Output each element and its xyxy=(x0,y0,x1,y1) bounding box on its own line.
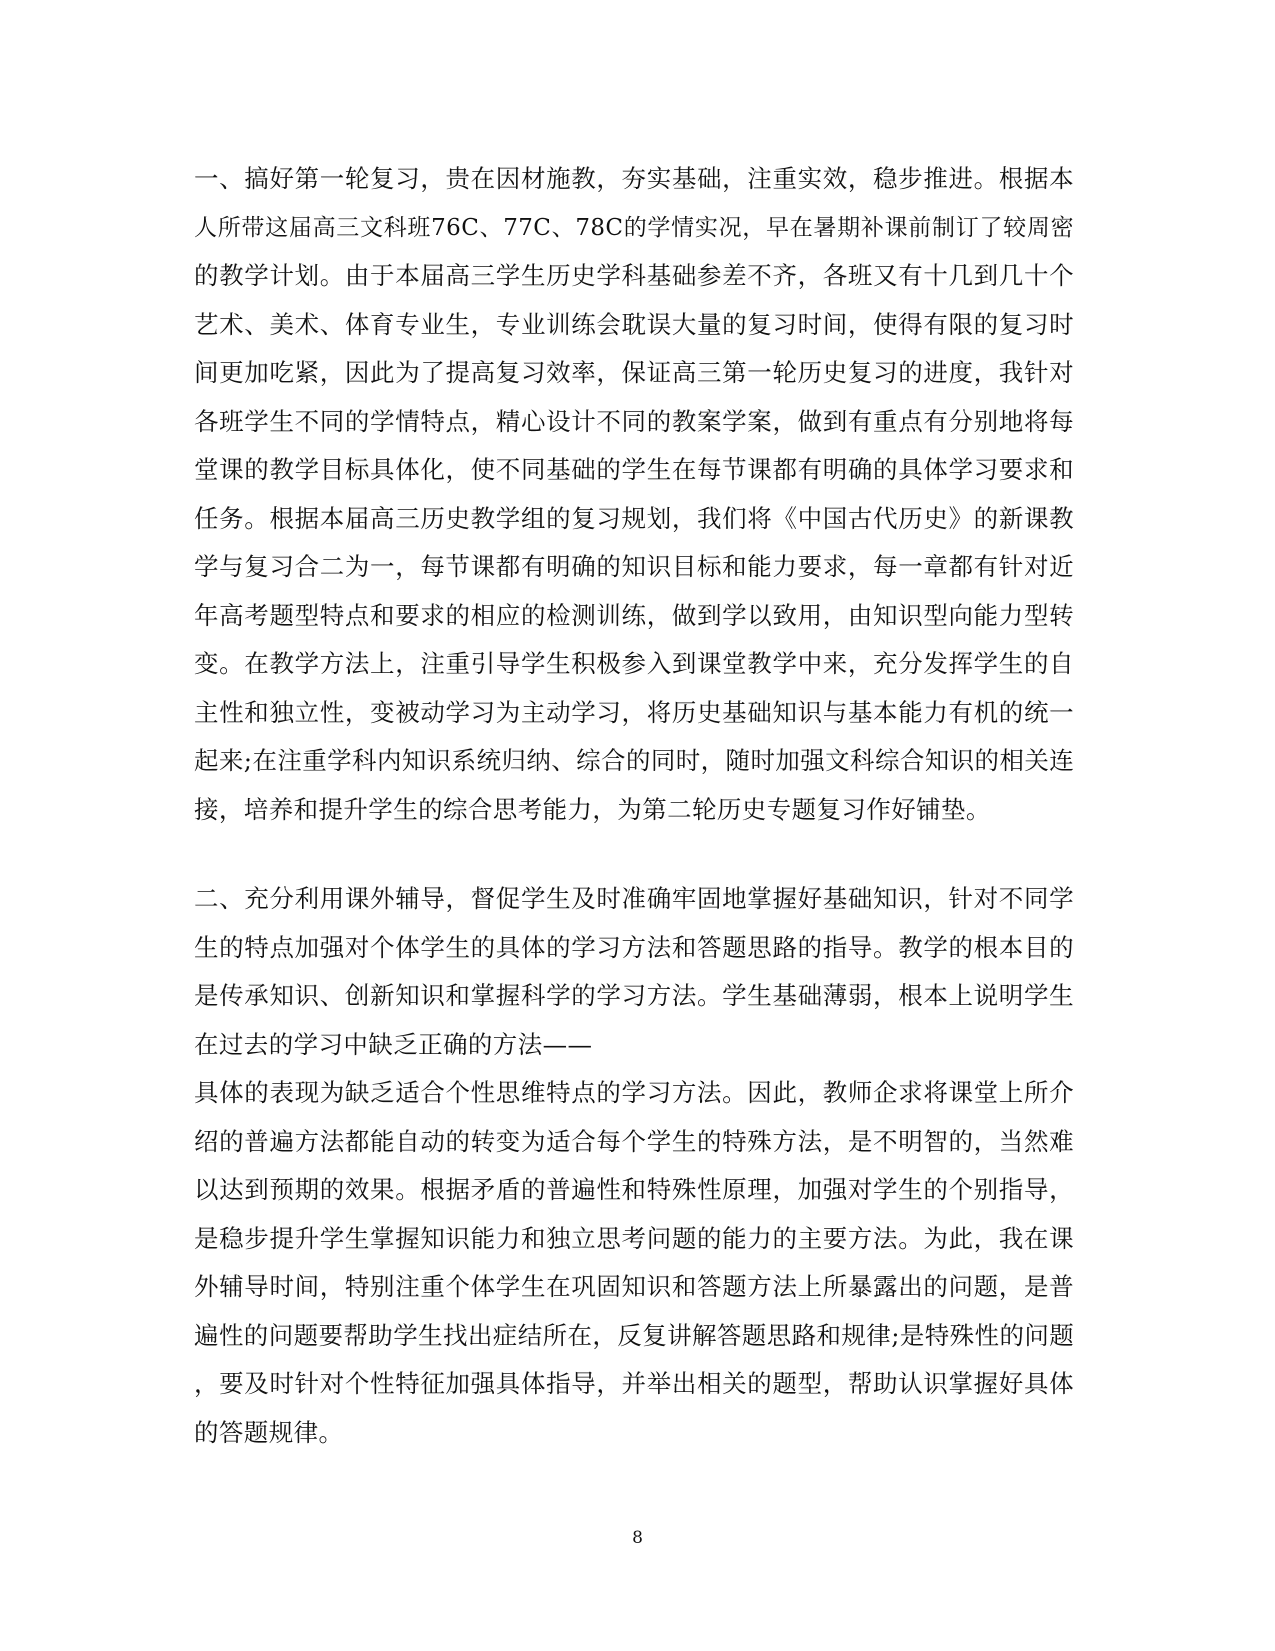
paragraph-1 xyxy=(194,155,1074,834)
paragraph-line: 在过去的学习中缺乏正确的方法—— xyxy=(194,1029,593,1059)
paragraph-line: ，要及时针对个性特征加强具体指导，并举出相关的题型，帮助认识掌握好具体 xyxy=(194,1369,1074,1398)
paragraph-line: 遍性的问题要帮助学生找出症结所在，反复讲解答题思路和规律;是特殊性的问题 xyxy=(194,1320,1075,1350)
paragraph-line: 是传承知识、创新知识和掌握科学的学习方法。学生基础薄弱，根本上说明学生 xyxy=(194,981,1074,1010)
paragraph-line: 是稳步提升学生掌握知识能力和独立思考问题的能力的主要方法。为此，我在课 xyxy=(194,1223,1074,1253)
paragraph-line: 二、充分利用课外辅导，督促学生及时准确牢固地掌握好基础知识，针对不同学 xyxy=(194,884,1074,913)
paragraph-line: 学与复习合二为一，每节课都有明确的知识目标和能力要求，每一章都有针对近 xyxy=(194,552,1074,581)
paragraph-line: 起来;在注重学科内知识系统归纳、综合的同时，随时加强文科综合知识的相关连 xyxy=(194,746,1075,775)
paragraph-line: 具体的表现为缺乏适合个性思维特点的学习方法。因此，教师企求将课堂上所介 xyxy=(194,1078,1074,1107)
paragraph-line: 堂课的教学目标具体化，使不同基础的学生在每节课都有明确的具体学习要求和 xyxy=(194,455,1074,484)
paragraph-line: 接，培养和提升学生的综合思考能力，为第二轮历史专题复习作好铺垫。 xyxy=(194,794,991,824)
paragraph-line: 任务。根据本届高三历史教学组的复习规划，我们将《中国古代历史》的新课教 xyxy=(194,503,1074,533)
paragraph-line: 以达到预期的效果。根据矛盾的普遍性和特殊性原理，加强对学生的个别指导， xyxy=(194,1175,1074,1204)
paragraph-line: 一、搞好第一轮复习，贵在因材施教，夯实基础，注重实效，稳步推进。根据本 xyxy=(194,164,1074,193)
paragraph-line: 主性和独立性，变被动学习为主动学习，将历史基础知识与基本能力有机的统一 xyxy=(194,697,1074,727)
paragraph-line: 年高考题型特点和要求的相应的检测训练，做到学以致用，由知识型向能力型转 xyxy=(194,600,1074,630)
paragraph-line: 人所带这届高三文科班76C、77C、78C的学情实况，早在暑期补课前制订了较周密 xyxy=(194,214,1074,241)
paragraph-line: 生的特点加强对个体学生的具体的学习方法和答题思路的指导。教学的根本目的 xyxy=(194,932,1074,962)
paragraph-2 xyxy=(194,875,1074,1457)
paragraph-line: 的教学计划。由于本届高三学生历史学科基础参差不齐，各班又有十几到几十个 xyxy=(194,261,1074,290)
paragraph-line: 绍的普遍方法都能自动的转变为适合每个学生的特殊方法，是不明智的，当然难 xyxy=(194,1126,1074,1156)
page-number: 8 xyxy=(632,1528,643,1548)
paragraph-line: 变。在教学方法上，注重引导学生积极参入到课堂教学中来，充分发挥学生的自 xyxy=(194,649,1074,678)
paragraph-line: 各班学生不同的学情特点，精心设计不同的教案学案，做到有重点有分别地将每 xyxy=(194,406,1074,436)
paragraph-line: 间更加吃紧，因此为了提高复习效率，保证高三第一轮历史复习的进度，我针对 xyxy=(194,358,1074,387)
paragraph-line: 外辅导时间，特别注重个体学生在巩固知识和答题方法上所暴露出的问题，是普 xyxy=(194,1272,1074,1301)
paragraph-line: 艺术、美术、体育专业生，专业训练会耽误大量的复习时间，使得有限的复习时 xyxy=(194,309,1074,339)
paragraph-line: 的答题规律。 xyxy=(194,1417,344,1447)
